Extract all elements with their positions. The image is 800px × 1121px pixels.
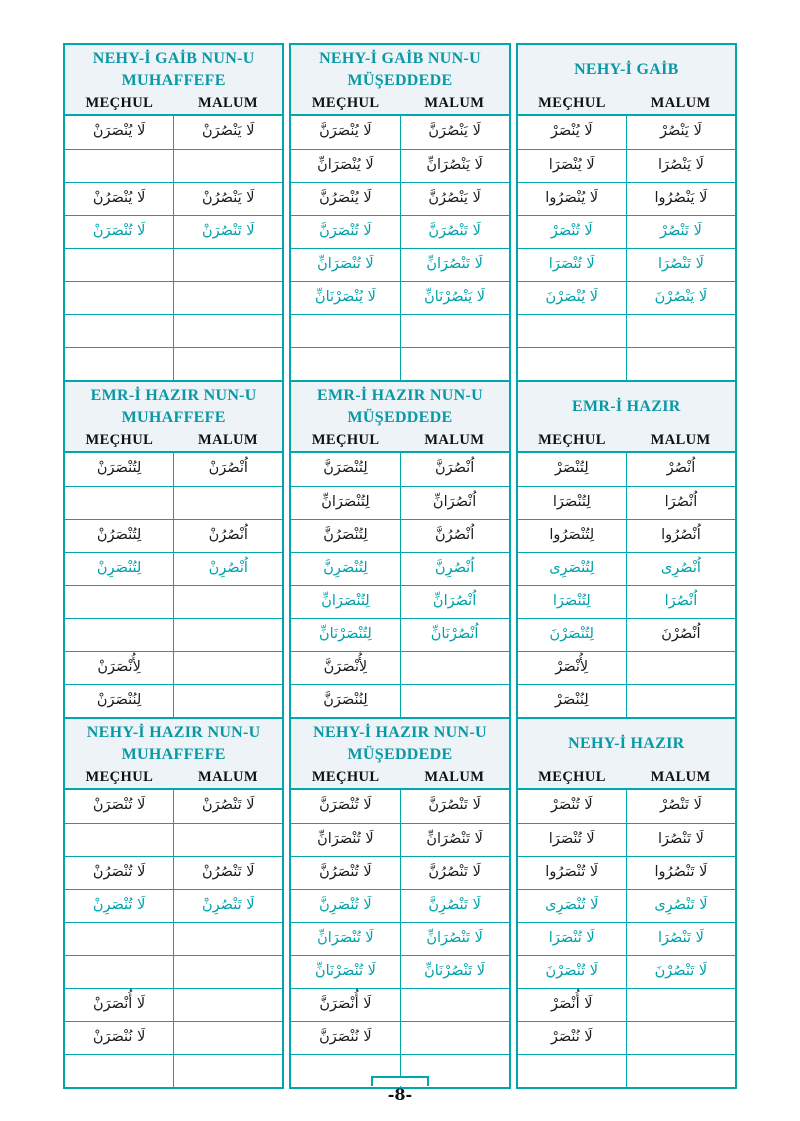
cell-mechul: لِنُنْصَرْ bbox=[518, 685, 627, 717]
cell-malum: لَا يَنْصُرَنْ bbox=[202, 123, 255, 139]
table-row bbox=[65, 347, 282, 380]
cell-malum: اُنْصُرَا bbox=[664, 592, 698, 609]
section-nehy-i-hazir bbox=[291, 717, 508, 1087]
cell-mechul: لَا تُنْصَرَانِّ bbox=[291, 249, 400, 281]
section-header bbox=[291, 382, 508, 453]
cell-malum: اُنْصُرَانِّ bbox=[432, 493, 477, 510]
cell-malum: لَا تَنْصُرَنْ bbox=[202, 222, 255, 239]
cell-mechul: لَا تُنْصَرَا bbox=[518, 824, 627, 856]
cell-malum bbox=[401, 989, 509, 1021]
cell-mechul: لَا تُنْصَرَا bbox=[518, 923, 627, 955]
table-row bbox=[291, 618, 508, 651]
cell-mechul: لَا أُنْصَرْ bbox=[518, 989, 627, 1021]
section-title-line: NEHY-İ GAİB NUN-U bbox=[92, 49, 255, 67]
section-header bbox=[65, 382, 282, 453]
cell-malum: لَا تَنْصُرِى bbox=[654, 896, 708, 913]
cell-mechul: لَا أُنْصَرَنْ bbox=[65, 989, 174, 1021]
column-header-malum: MALUM bbox=[650, 769, 711, 785]
cell-mechul bbox=[65, 824, 174, 856]
section-title-line: NEHY-İ GAİB bbox=[574, 60, 679, 78]
cell-mechul: لِأُنْصَرَنْ bbox=[65, 652, 174, 684]
table-row bbox=[65, 486, 282, 519]
cell-malum: لَا تَنْصُرُوا bbox=[654, 863, 708, 880]
cell-mechul: لَا تُنْصَرْنَانِّ bbox=[291, 956, 400, 988]
table-row bbox=[518, 922, 735, 955]
cell-malum: اُنْصُرَانِّ bbox=[432, 592, 477, 609]
cell-malum bbox=[174, 315, 282, 347]
table-row bbox=[291, 281, 508, 314]
table-row bbox=[291, 684, 508, 717]
table-row bbox=[518, 1021, 735, 1054]
cell-malum bbox=[627, 348, 735, 380]
section-title-line: MUHAFFEFE bbox=[121, 745, 226, 763]
cell-malum bbox=[174, 150, 282, 182]
column-header-row bbox=[65, 768, 282, 790]
cell-mechul: لِتُنْصَرِى bbox=[518, 553, 627, 585]
cell-malum: اُنْصُرِنَّ bbox=[434, 559, 475, 576]
cell-malum bbox=[174, 348, 282, 380]
table-row bbox=[291, 856, 508, 889]
cell-mechul: لِتُنْصَرْنَانِّ bbox=[291, 619, 400, 651]
table-row bbox=[291, 922, 508, 955]
cell-mechul: لَا تُنْصَرْ bbox=[518, 790, 627, 823]
table-row bbox=[291, 790, 508, 823]
column-header-row bbox=[518, 768, 735, 790]
cell-mechul: لَا نُنْصَرَنَّ bbox=[291, 1022, 400, 1054]
cell-mechul: لِتُنْصَرَا bbox=[518, 586, 627, 618]
table-row bbox=[518, 215, 735, 248]
section-title bbox=[65, 45, 282, 94]
cell-malum: لَا تَنْصُرْ bbox=[659, 797, 702, 813]
cell-mechul: لِأُنْصَرْ bbox=[518, 652, 627, 684]
cell-malum bbox=[174, 487, 282, 519]
column-header-row bbox=[65, 431, 282, 453]
cell-malum: لَا تَنْصُرُنْ bbox=[202, 863, 255, 880]
cell-mechul bbox=[518, 1055, 627, 1087]
table-row bbox=[291, 182, 508, 215]
table-row bbox=[291, 116, 508, 149]
table-row bbox=[291, 823, 508, 856]
table-row bbox=[65, 988, 282, 1021]
cell-malum bbox=[174, 619, 282, 651]
cell-mechul: لَا تُنْصَرَنَّ bbox=[291, 790, 400, 823]
cell-mechul: لَا يُنْصَرُوا bbox=[518, 183, 627, 215]
column-header-mechul: MEÇHUL bbox=[538, 95, 606, 111]
cell-malum bbox=[401, 685, 509, 717]
column-header-row bbox=[291, 431, 508, 453]
cell-mechul bbox=[518, 315, 627, 347]
cell-malum: اُنْصُرُنْ bbox=[208, 526, 248, 543]
section-title bbox=[291, 719, 508, 768]
section-title-line: EMR-İ HAZIR NUN-U bbox=[317, 386, 483, 404]
table-row bbox=[65, 215, 282, 248]
table-row bbox=[518, 988, 735, 1021]
table-row bbox=[518, 116, 735, 149]
section-emr-i-hazir bbox=[291, 380, 508, 717]
section-header bbox=[518, 382, 735, 453]
cell-mechul: لِنُنْصَرَنَّ bbox=[291, 685, 400, 717]
section-emr-i-hazir bbox=[65, 380, 282, 717]
cell-mechul: لَا تُنْصَرُنْ bbox=[65, 857, 174, 889]
table-row bbox=[65, 823, 282, 856]
cell-mechul: لِتُنْصَرُوا bbox=[518, 520, 627, 552]
page-number-block bbox=[371, 1076, 429, 1104]
cell-mechul: لَا يُنْصَرُنَّ bbox=[291, 183, 400, 215]
table-row bbox=[65, 955, 282, 988]
cell-malum: لَا يَنْصُرَا bbox=[657, 156, 704, 173]
cell-malum: لَا يَنْصُرْ bbox=[659, 123, 702, 139]
section-header bbox=[65, 45, 282, 116]
section-title-line: MUHAFFEFE bbox=[121, 408, 226, 426]
cell-mechul: لِتُنْصَرْنَ bbox=[518, 619, 627, 651]
section-nehy-i-hazir bbox=[65, 717, 282, 1087]
section-emr-i-hazir bbox=[518, 380, 735, 717]
cell-malum bbox=[174, 956, 282, 988]
section-title bbox=[518, 382, 735, 431]
section-title-line: EMR-İ HAZIR NUN-U bbox=[90, 386, 257, 404]
section-nehy-i-gaib bbox=[518, 45, 735, 380]
column-header-malum: MALUM bbox=[650, 95, 711, 111]
cell-malum: لَا تَنْصُرَانِّ bbox=[426, 830, 483, 847]
table-row bbox=[518, 1054, 735, 1087]
cell-malum bbox=[401, 1022, 509, 1054]
cell-mechul: لِتُنْصَرِنَّ bbox=[291, 553, 400, 585]
column-header-mechul: MEÇHUL bbox=[311, 95, 380, 111]
grammar-table-column bbox=[516, 43, 737, 1089]
cell-malum: اُنْصُرَنْ bbox=[208, 460, 248, 476]
section-title bbox=[518, 45, 735, 94]
table-row bbox=[65, 519, 282, 552]
table-row bbox=[65, 651, 282, 684]
cell-mechul: لِنُنْصَرَنْ bbox=[65, 685, 174, 717]
cell-malum bbox=[174, 685, 282, 717]
table-row bbox=[291, 519, 508, 552]
cell-mechul: لَا تُنْصَرَانِّ bbox=[291, 923, 400, 955]
cell-malum: اُنْصُرَا bbox=[664, 493, 698, 510]
column-header-row bbox=[291, 94, 508, 116]
table-row bbox=[65, 281, 282, 314]
cell-malum: لَا تَنْصُرْنَانِّ bbox=[424, 962, 486, 979]
cell-malum: لَا يَنْصُرُوا bbox=[654, 189, 708, 206]
cell-mechul: لَا تُنْصَرِنَّ bbox=[291, 890, 400, 922]
section-title-line: MÜŞEDDEDE bbox=[347, 71, 453, 89]
cell-mechul: لَا تُنْصَرَا bbox=[518, 249, 627, 281]
table-row bbox=[291, 248, 508, 281]
cell-mechul: لَا تُنْصَرَنْ bbox=[65, 790, 174, 823]
column-header-row bbox=[65, 94, 282, 116]
section-title-line: MÜŞEDDEDE bbox=[347, 745, 453, 763]
cell-mechul bbox=[65, 282, 174, 314]
column-header-malum: MALUM bbox=[424, 432, 485, 448]
table-row bbox=[518, 585, 735, 618]
table-row bbox=[518, 519, 735, 552]
cell-malum: اُنْصُرْ bbox=[666, 460, 696, 476]
table-row bbox=[291, 552, 508, 585]
table-row bbox=[65, 889, 282, 922]
column-header-mechul: MEÇHUL bbox=[85, 432, 154, 448]
cell-malum: اُنْصُرْنَانِّ bbox=[430, 625, 479, 642]
section-header bbox=[518, 45, 735, 116]
cell-malum bbox=[174, 923, 282, 955]
cell-mechul bbox=[65, 956, 174, 988]
cell-malum: لَا تَنْصُرِنْ bbox=[202, 896, 255, 913]
column-header-mechul: MEÇHUL bbox=[85, 95, 154, 111]
column-header-mechul: MEÇHUL bbox=[538, 432, 606, 448]
cell-malum bbox=[627, 989, 735, 1021]
table-row bbox=[65, 314, 282, 347]
cell-malum: لَا تَنْصُرِنَّ bbox=[428, 896, 481, 913]
table-row bbox=[518, 651, 735, 684]
cell-mechul: لِتُنْصَرِنْ bbox=[65, 553, 174, 585]
table-row bbox=[518, 552, 735, 585]
cell-malum: لَا تَنْصُرَنَّ bbox=[428, 222, 481, 239]
cell-mechul: لَا يُنْصَرَنْ bbox=[65, 116, 174, 149]
column-header-malum: MALUM bbox=[424, 95, 485, 111]
table-row bbox=[291, 585, 508, 618]
cell-mechul: لَا أُنْصَرَنَّ bbox=[291, 989, 400, 1021]
cell-malum: لَا يَنْصُرُنْ bbox=[202, 189, 255, 206]
cell-mechul: لَا يُنْصَرْنَ bbox=[518, 282, 627, 314]
table-row bbox=[518, 347, 735, 380]
table-row bbox=[291, 1021, 508, 1054]
table-row bbox=[518, 856, 735, 889]
cell-mechul bbox=[65, 1055, 174, 1087]
cell-malum: اُنْصُرِى bbox=[660, 559, 701, 576]
cell-malum: لَا يَنْصُرْنَانِّ bbox=[424, 288, 486, 305]
cell-malum bbox=[174, 652, 282, 684]
column-header-mechul: MEÇHUL bbox=[85, 769, 154, 785]
grammar-table-column bbox=[63, 43, 284, 1089]
cell-malum: اُنْصُرُوا bbox=[661, 526, 701, 543]
cell-mechul: لِتُنْصَرْ bbox=[518, 453, 627, 486]
table-row bbox=[65, 116, 282, 149]
section-title-line: NEHY-İ GAİB NUN-U bbox=[319, 49, 481, 67]
cell-mechul bbox=[518, 348, 627, 380]
cell-malum bbox=[401, 315, 509, 347]
cell-malum: لَا تَنْصُرْنَ bbox=[654, 962, 708, 979]
cell-malum: لَا تَنْصُرَا bbox=[657, 929, 704, 946]
table-row bbox=[65, 922, 282, 955]
cell-mechul bbox=[65, 249, 174, 281]
page-number: -8- bbox=[387, 1085, 413, 1104]
cell-malum: لَا تَنْصُرَانِّ bbox=[426, 255, 483, 272]
section-nehy-i-hazir bbox=[518, 717, 735, 1087]
cell-mechul: لَا يُنْصَرَنَّ bbox=[291, 116, 400, 149]
cell-malum: لَا تَنْصُرَا bbox=[657, 830, 704, 847]
table-row bbox=[291, 149, 508, 182]
cell-malum: اُنْصُرُنَّ bbox=[434, 526, 475, 543]
column-header-malum: MALUM bbox=[198, 432, 258, 448]
cell-malum: لَا تَنْصُرَنَّ bbox=[428, 797, 481, 813]
cell-mechul: لِتُنْصَرُنْ bbox=[65, 520, 174, 552]
table-row bbox=[518, 182, 735, 215]
table-row bbox=[518, 955, 735, 988]
section-title bbox=[65, 382, 282, 431]
table-row bbox=[65, 552, 282, 585]
table-row bbox=[65, 1021, 282, 1054]
cell-malum bbox=[627, 685, 735, 717]
section-title-line: MÜŞEDDEDE bbox=[347, 408, 453, 426]
table-row bbox=[518, 618, 735, 651]
cell-malum: لَا يَنْصُرَانِّ bbox=[426, 156, 483, 173]
conjugation-sheet bbox=[63, 43, 737, 1089]
column-header-malum: MALUM bbox=[198, 95, 258, 111]
table-row bbox=[518, 248, 735, 281]
table-row bbox=[291, 486, 508, 519]
cell-mechul bbox=[65, 923, 174, 955]
grammar-table-column bbox=[289, 43, 510, 1089]
section-nehy-i-gaib bbox=[291, 45, 508, 380]
cell-mechul bbox=[65, 348, 174, 380]
column-header-malum: MALUM bbox=[424, 769, 485, 785]
cell-malum bbox=[174, 249, 282, 281]
section-nehy-i-gaib bbox=[65, 45, 282, 380]
section-title-line: MUHAFFEFE bbox=[121, 71, 226, 89]
table-row bbox=[65, 684, 282, 717]
table-row bbox=[518, 684, 735, 717]
table-row bbox=[65, 248, 282, 281]
table-row bbox=[518, 823, 735, 856]
cell-malum bbox=[174, 989, 282, 1021]
cell-malum: لَا يَنْصُرْنَ bbox=[654, 288, 708, 305]
table-row bbox=[291, 651, 508, 684]
column-header-mechul: MEÇHUL bbox=[311, 769, 380, 785]
cell-mechul: لِتُنْصَرَنَّ bbox=[291, 453, 400, 486]
section-header bbox=[291, 719, 508, 790]
section-title bbox=[291, 382, 508, 431]
cell-malum bbox=[174, 1055, 282, 1087]
table-row bbox=[518, 314, 735, 347]
cell-malum: لَا تَنْصُرْ bbox=[659, 222, 702, 239]
cell-malum bbox=[401, 348, 509, 380]
cell-malum bbox=[401, 652, 509, 684]
section-title-line: NEHY-İ HAZIR NUN-U bbox=[313, 723, 487, 741]
table-row bbox=[65, 790, 282, 823]
table-row bbox=[518, 790, 735, 823]
column-header-mechul: MEÇHUL bbox=[311, 432, 380, 448]
cell-malum: اُنْصُرَنَّ bbox=[434, 460, 475, 476]
cell-mechul: لَا تُنْصَرْ bbox=[518, 216, 627, 248]
cell-malum: اُنْصُرْنَ bbox=[661, 625, 701, 642]
cell-malum: لَا يَنْصُرَنَّ bbox=[428, 123, 481, 139]
cell-mechul: لَا يُنْصَرَا bbox=[518, 150, 627, 182]
cell-mechul: لَا تُنْصَرَانِّ bbox=[291, 824, 400, 856]
table-row bbox=[518, 889, 735, 922]
table-row bbox=[291, 889, 508, 922]
section-title bbox=[65, 719, 282, 768]
cell-mechul: لَا نُنْصَرَنْ bbox=[65, 1022, 174, 1054]
cell-malum bbox=[627, 652, 735, 684]
section-title-line: NEHY-İ HAZIR NUN-U bbox=[86, 723, 261, 741]
cell-malum bbox=[627, 1022, 735, 1054]
cell-mechul: لِتُنْصَرَا bbox=[518, 487, 627, 519]
table-row bbox=[291, 314, 508, 347]
cell-malum: لَا تَنْصُرَانِّ bbox=[426, 929, 483, 946]
cell-mechul: لَا تُنْصَرِنْ bbox=[65, 890, 174, 922]
cell-mechul: لِتُنْصَرَنْ bbox=[65, 453, 174, 486]
cell-mechul: لِتُنْصَرَانِّ bbox=[291, 487, 400, 519]
column-header-row bbox=[518, 431, 735, 453]
cell-malum: لَا تَنْصُرُنَّ bbox=[428, 863, 481, 880]
column-header-row bbox=[518, 94, 735, 116]
cell-mechul bbox=[291, 315, 400, 347]
column-header-row bbox=[291, 768, 508, 790]
table-row bbox=[291, 215, 508, 248]
cell-mechul: لَا تُنْصَرِى bbox=[518, 890, 627, 922]
section-title-line: NEHY-İ HAZIR bbox=[568, 734, 685, 752]
cell-mechul bbox=[65, 619, 174, 651]
cell-mechul: لَا تُنْصَرَنَّ bbox=[291, 216, 400, 248]
table-row bbox=[65, 856, 282, 889]
cell-mechul: لِأُنْصَرَنَّ bbox=[291, 652, 400, 684]
section-title bbox=[518, 719, 735, 768]
cell-mechul: لَا تُنْصَرُوا bbox=[518, 857, 627, 889]
cell-mechul: لَا يُنْصَرُنْ bbox=[65, 183, 174, 215]
cell-malum bbox=[174, 824, 282, 856]
cell-mechul bbox=[65, 150, 174, 182]
cell-malum: لَا تَنْصُرَا bbox=[657, 255, 704, 272]
cell-mechul: لَا نُنْصَرْ bbox=[518, 1022, 627, 1054]
cell-mechul: لَا تُنْصَرْنَ bbox=[518, 956, 627, 988]
cell-malum: لَا يَنْصُرُنَّ bbox=[428, 189, 481, 206]
section-title bbox=[291, 45, 508, 94]
table-row bbox=[291, 988, 508, 1021]
cell-malum bbox=[627, 1055, 735, 1087]
cell-mechul: لِتُنْصَرُنَّ bbox=[291, 520, 400, 552]
cell-malum: اُنْصُرِنْ bbox=[208, 559, 248, 576]
section-title-line: EMR-İ HAZIR bbox=[572, 397, 681, 415]
table-row bbox=[65, 453, 282, 486]
table-row bbox=[518, 486, 735, 519]
column-header-malum: MALUM bbox=[198, 769, 258, 785]
table-row bbox=[65, 618, 282, 651]
cell-malum: لَا تَنْصُرَنْ bbox=[202, 797, 255, 813]
table-row bbox=[65, 149, 282, 182]
cell-malum bbox=[627, 315, 735, 347]
section-header bbox=[518, 719, 735, 790]
table-row bbox=[65, 585, 282, 618]
cell-mechul: لَا تُنْصَرَنْ bbox=[65, 216, 174, 248]
cell-mechul: لَا تُنْصَرُنَّ bbox=[291, 857, 400, 889]
cell-malum bbox=[174, 282, 282, 314]
cell-mechul: لَا يُنْصَرْ bbox=[518, 116, 627, 149]
cell-mechul: لَا يُنْصَرَانِّ bbox=[291, 150, 400, 182]
column-header-mechul: MEÇHUL bbox=[538, 769, 606, 785]
section-header bbox=[291, 45, 508, 116]
cell-mechul bbox=[65, 487, 174, 519]
table-row bbox=[65, 1054, 282, 1087]
table-row bbox=[65, 182, 282, 215]
cell-mechul bbox=[65, 586, 174, 618]
cell-malum bbox=[174, 1022, 282, 1054]
table-row bbox=[518, 281, 735, 314]
table-row bbox=[291, 347, 508, 380]
section-header bbox=[65, 719, 282, 790]
table-row bbox=[291, 453, 508, 486]
cell-mechul: لَا يُنْصَرْنَانِّ bbox=[291, 282, 400, 314]
cell-malum bbox=[174, 586, 282, 618]
table-row bbox=[291, 955, 508, 988]
cell-mechul bbox=[291, 348, 400, 380]
table-row bbox=[518, 149, 735, 182]
cell-mechul bbox=[65, 315, 174, 347]
column-header-malum: MALUM bbox=[650, 432, 711, 448]
table-row bbox=[518, 453, 735, 486]
cell-mechul: لِتُنْصَرَانِّ bbox=[291, 586, 400, 618]
